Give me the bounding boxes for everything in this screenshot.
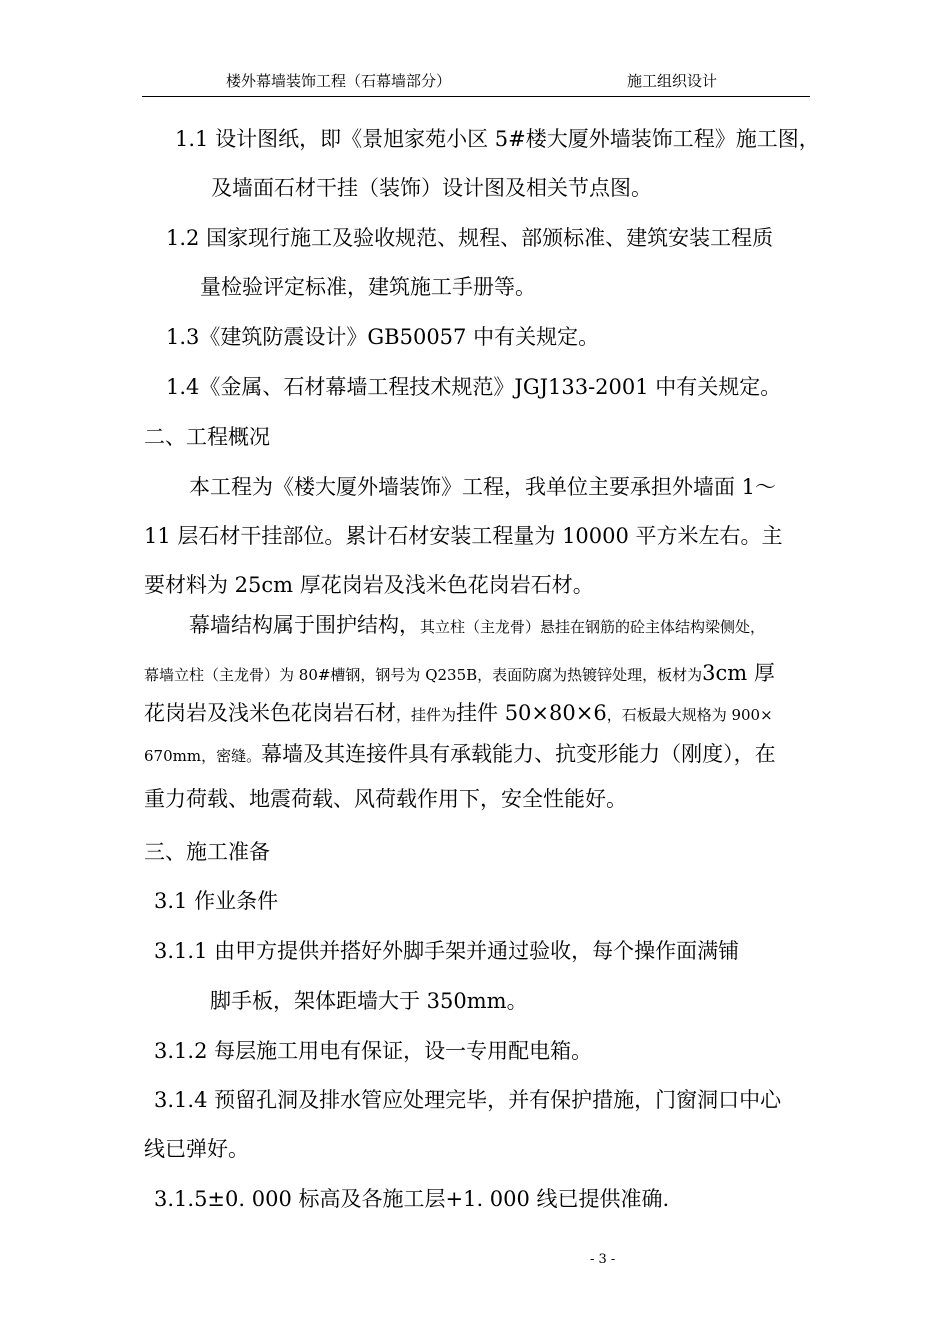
item-3-1-4-line2: 线已弹好。 [144,1137,249,1161]
para1-line2: 11 层石材干挂部位。累计石材安装工程量为 10000 平方米左右。主 [144,524,783,548]
para1-line1: 本工程为《楼大厦外墙装饰》工程，我单位主要承担外墙面 1～ [189,475,777,499]
para2-line5: 重力荷载、地震荷载、风荷载作用下，安全性能好。 [144,787,627,811]
para2-l2-big: 3cm 厚 [702,661,775,685]
para2-l3-small2: ，石板最大规格为 900× [606,706,773,724]
item-1-4: 1.4《金属、石材幕墙工程技术规范》JGJ133-2001 中有关规定。 [166,375,782,399]
item-3-1-2: 3.1.2 每层施工用电有保证，设一专用配电箱。 [154,1039,593,1063]
header-right: 施工组织设计 [627,72,718,90]
para2-l2-small: 幕墙立柱（主龙骨）为 80#槽钢，钢号为 Q235B，表面防腐为热镀锌处理，板材为 [144,666,703,684]
item-1-3: 1.3《建筑防震设计》GB50057 中有关规定。 [166,325,600,349]
item-3-1-1-line1: 3.1.1 由甲方提供并搭好外脚手架并通过验收，每个操作面满铺 [154,939,740,963]
para2-l3-big2: 挂件 50×80×6 [456,701,607,725]
item-1-2-line1: 1.2 国家现行施工及验收规范、规程、部颁标准、建筑安装工程质 [166,226,774,250]
header-left: 楼外幕墙装饰工程（石幕墙部分） [226,72,452,90]
item-1-2-line2: 量检验评定标准，建筑施工手册等。 [200,275,536,299]
item-3-1-1-line2: 脚手板，架体距墙大于 350mm。 [210,989,528,1013]
section-3-title: 三、施工准备 [144,840,270,864]
item-1-1-line1: 1.1 设计图纸，即《景旭家苑小区 5#楼大厦外墙装饰工程》施工图， [175,127,820,151]
para2-l4-small: 670mm，密缝。 [144,747,262,765]
para2-line2 [144,660,775,688]
item-3-1: 3.1 作业条件 [154,889,279,913]
para2-line1 [189,612,765,640]
para2-l3-small1: ，挂件为 [396,706,457,724]
para2-line3 [144,700,773,728]
para2-l3-big1: 花岗岩及浅米色花岗岩石材 [144,701,396,725]
item-3-1-5: 3.1.5±0. 000 标高及各施工层+1. 000 线已提供准确. [154,1187,670,1211]
item-3-1-4-line1: 3.1.4 预留孔洞及排水管应处理完毕，并有保护措施，门窗洞口中心 [154,1088,782,1112]
page-number: - 3 - [590,1252,616,1267]
para2-line4 [144,741,776,769]
para1-line3: 要材料为 25cm 厚花岗岩及浅米色花岗岩石材。 [144,573,594,597]
para2-l1-big: 幕墙结构属于围护结构， [189,613,420,637]
item-1-1-line2: 及墙面石材干挂（装饰）设计图及相关节点图。 [211,176,652,200]
header-rule [142,96,810,97]
para2-l4-big: 幕墙及其连接件具有承载能力、抗变形能力（刚度），在 [261,742,776,766]
section-2-title: 二、工程概况 [144,425,270,449]
para2-l1-small: 其立柱（主龙骨）悬挂在钢筋的砼主体结构梁侧处， [420,618,766,636]
